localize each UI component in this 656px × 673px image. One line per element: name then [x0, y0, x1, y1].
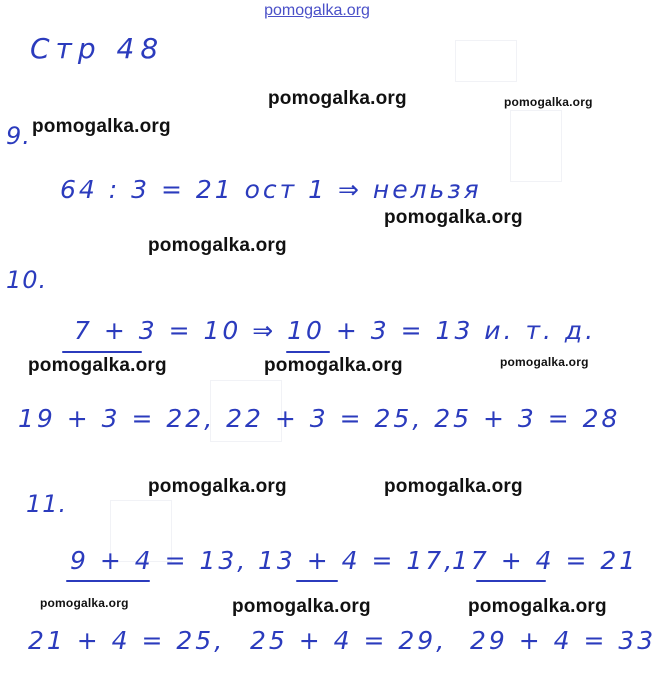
page-heading: Стр 48 [30, 32, 165, 65]
task-line: 17 + 4 = 21 [452, 546, 639, 575]
task-number: 11. [26, 490, 68, 518]
watermark: pomogalka.org [148, 476, 287, 497]
underline-mark [296, 580, 338, 582]
task-number: 10. [6, 266, 48, 294]
task-number: 9. [6, 122, 31, 150]
top-watermark-link[interactable]: pomogalka.org [264, 2, 370, 19]
task-line: 29 + 4 = 33 [470, 626, 656, 655]
grid-trace [455, 40, 517, 82]
task-line: 13 + 4 = 17, [258, 546, 456, 575]
task-line: 19 + 3 = 22, 22 + 3 = 25, 25 + 3 = 28 [18, 404, 621, 433]
watermark: pomogalka.org [148, 235, 287, 256]
task-line: 64 : 3 = 21 ост 1 ⇒ нельзя [60, 175, 482, 204]
underline-mark [476, 580, 546, 582]
watermark: pomogalka.org [384, 207, 523, 228]
watermark: pomogalka.org [504, 95, 593, 109]
watermark: pomogalka.org [264, 355, 403, 376]
watermark: pomogalka.org [40, 596, 129, 610]
watermark: pomogalka.org [28, 355, 167, 376]
underline-mark [286, 351, 330, 353]
task-line: 21 + 4 = 25, [28, 626, 226, 655]
task-line: 7 + 3 = 10 ⇒ 10 + 3 = 13 и. т. д. [74, 316, 597, 345]
watermark: pomogalka.org [500, 355, 589, 369]
underline-mark [62, 351, 142, 353]
watermark: pomogalka.org [232, 596, 371, 617]
underline-mark [66, 580, 150, 582]
grid-trace [510, 110, 562, 182]
watermark: pomogalka.org [268, 88, 407, 109]
watermark: pomogalka.org [468, 596, 607, 617]
watermark: pomogalka.org [384, 476, 523, 497]
task-line: 25 + 4 = 29, [250, 626, 448, 655]
task-line: 9 + 4 = 13, [70, 546, 249, 575]
watermark: pomogalka.org [32, 116, 171, 137]
